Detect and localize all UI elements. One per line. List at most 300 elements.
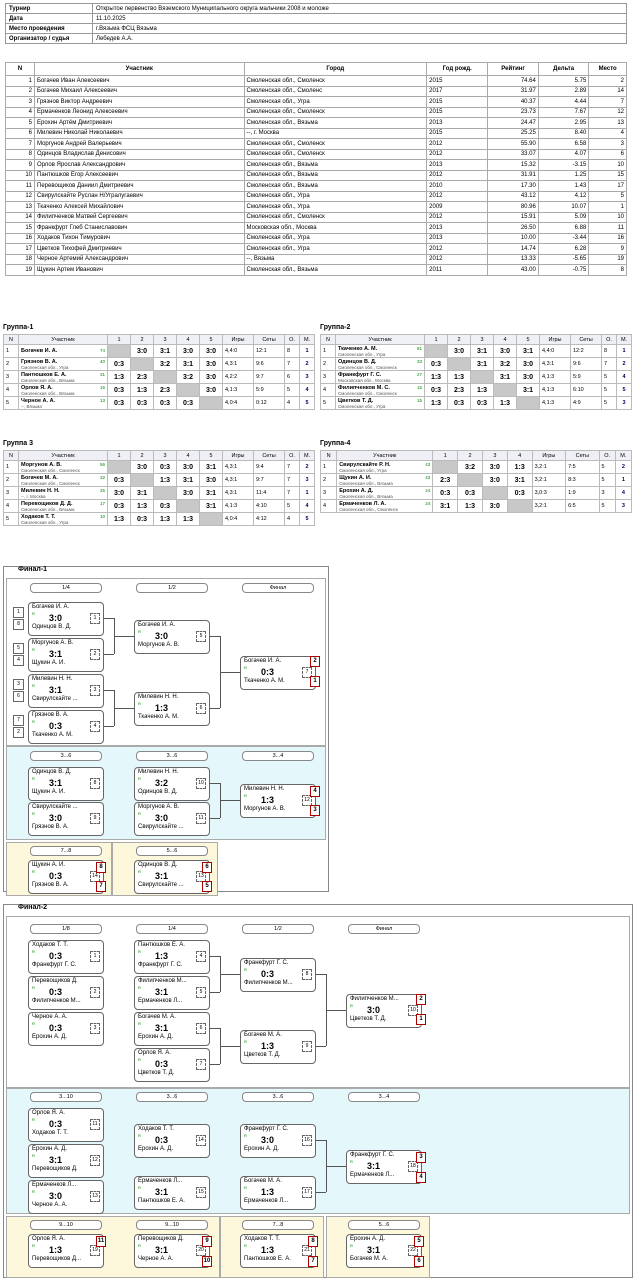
self-cell <box>131 358 154 371</box>
player-cell: Черное Артемий Александрович <box>35 254 245 265</box>
group-player <box>337 500 433 513</box>
match-player-2: Ходаков Т. Т. <box>32 1130 68 1136</box>
group-table <box>320 334 632 410</box>
column-header: Год рожд. <box>427 63 488 76</box>
group-points: 6 <box>285 371 300 384</box>
group-points: 8 <box>285 345 300 358</box>
match-number: 14 <box>90 871 100 882</box>
group-player <box>337 487 433 500</box>
result-cell: 3:0 <box>482 500 507 513</box>
match-rating-1: R <box>32 811 35 816</box>
place-box: 3 <box>416 1152 426 1163</box>
group-player-rating: 15 <box>416 384 422 390</box>
match-rating-1: R <box>244 793 247 798</box>
match-score: 3:0 <box>155 631 169 641</box>
group-player <box>337 461 433 474</box>
match-number: 12 <box>90 1155 100 1166</box>
player-cell: Цветков Тихофей Дмитриевич <box>35 244 245 255</box>
result-cell: 0:3 <box>507 487 532 500</box>
player-cell: Перевощиков Даниил Дмитриевич <box>35 181 245 192</box>
player-cell: Смоленская обл., Смоленск <box>244 107 427 118</box>
match-number: 7 <box>302 667 312 678</box>
result-cell: 3:1 <box>200 461 223 474</box>
group-sets: 9:6 <box>254 358 285 371</box>
match-score: 3:1 <box>155 1187 169 1197</box>
group-player-city: Смоленская обл., Угра <box>338 403 386 409</box>
match-score: 1:3 <box>155 951 169 961</box>
match-rating-1: R <box>244 1185 247 1190</box>
match-box <box>346 994 422 1028</box>
bracket-line <box>210 1028 220 1029</box>
player-cell: 2012 <box>427 254 488 265</box>
player-cell: 15 <box>6 223 35 234</box>
player-cell: 2 <box>589 76 627 87</box>
player-cell: Смоленская обл., Вязьма <box>244 265 427 276</box>
group-place: 3 <box>617 397 632 410</box>
group-place: 1 <box>300 345 315 358</box>
match-number: 3 <box>90 1023 100 1034</box>
group-player-city: Смоленская обл., Смоленск <box>21 480 80 486</box>
group-place: 4 <box>300 500 315 513</box>
final-title: Финал-2 <box>18 904 48 911</box>
self-cell <box>108 461 131 474</box>
result-cell: 1:3 <box>131 384 154 397</box>
match-number: 11 <box>196 813 206 824</box>
player-cell: 2.95 <box>538 118 588 129</box>
seed-number: 4 <box>13 655 24 666</box>
info-value: г.Вязьма ФСЦ Вязьма <box>93 24 627 34</box>
result-cell: 3:0 <box>517 358 540 371</box>
group-col-header: Участник <box>19 335 108 345</box>
round-label: 9...10 <box>136 1220 208 1230</box>
group-player-name: Милевин Н. Н. <box>21 487 60 494</box>
round-label: Финал <box>348 924 420 934</box>
bracket-line <box>210 636 220 637</box>
group-player-rating: 13 <box>99 397 105 403</box>
round-label: 1/8 <box>30 924 102 934</box>
group-row <box>321 474 632 487</box>
match-player-1: Милевин Н. Н. <box>138 694 179 700</box>
group-place: 3 <box>615 500 631 513</box>
group-col-header: О. <box>602 335 617 345</box>
group-col-header: 1 <box>433 451 458 461</box>
match-box <box>28 1180 104 1214</box>
group-player-name: Черное А. А. <box>21 397 56 404</box>
group-player-city: Смоленская обл., Смоленск <box>338 390 397 396</box>
group-sets: 4:9 <box>571 397 602 410</box>
player-cell: 9 <box>6 160 35 171</box>
bracket-line <box>220 974 240 975</box>
player-cell: 2012 <box>427 149 488 160</box>
player-cell: Богачев Иван Алексеевич <box>35 76 245 87</box>
match-box <box>28 802 104 836</box>
player-cell: 8.40 <box>538 128 588 139</box>
group-num: 2 <box>4 358 19 371</box>
group-title: Группа-2 <box>320 324 351 331</box>
match-box <box>134 1048 210 1082</box>
group-row <box>4 345 315 358</box>
group-sets: 1:9 <box>566 487 599 500</box>
player-cell: --, Вязьма <box>244 254 427 265</box>
self-cell <box>177 500 200 513</box>
match-score: 0:3 <box>49 1119 63 1129</box>
player-cell: 10 <box>589 160 627 171</box>
match-number: 18 <box>408 1161 418 1172</box>
group-col-header: 1 <box>108 451 131 461</box>
match-player-2: Щукин А. И. <box>32 660 66 666</box>
group-player-name: Ерохин А. Д. <box>339 487 374 494</box>
result-cell: 2:3 <box>131 371 154 384</box>
group-games: 4,3:1 <box>223 358 254 371</box>
group-num: 1 <box>321 345 336 358</box>
match-player-2: Франкфурт Г. С. <box>32 962 77 968</box>
group-row <box>4 397 315 410</box>
player-cell: 15 <box>589 170 627 181</box>
player-cell: Смоленская обл., Угра <box>244 202 427 213</box>
group-player <box>336 358 425 371</box>
result-cell: 1:3 <box>154 474 177 487</box>
match-box <box>134 1234 210 1268</box>
group-row <box>4 500 315 513</box>
match-player-1: Свирулскайте ... <box>32 804 78 810</box>
seed-number: 7 <box>13 715 24 726</box>
player-cell: Ермаченков Леонид Алексеевич <box>35 107 245 118</box>
round-label: 3...6 <box>242 1092 314 1102</box>
round-label: 9...10 <box>30 1220 102 1230</box>
match-player-2: Ерохин А. Д. <box>138 1146 174 1152</box>
match-player-2: Одинцов В. Д. <box>32 624 72 630</box>
match-player-2: Одинцов В. Д. <box>138 789 178 795</box>
info-key: Дата <box>6 14 93 24</box>
player-cell: 7 <box>589 97 627 108</box>
player-cell: 31.91 <box>488 170 538 181</box>
round-label: 5...6 <box>136 846 208 856</box>
group-sets: 5:9 <box>571 371 602 384</box>
group-num: 2 <box>321 358 336 371</box>
match-score: 3:0 <box>367 1005 381 1015</box>
match-box <box>28 1234 104 1268</box>
group-player-rating: 25 <box>99 487 105 493</box>
match-player-1: Ходаков Т. Т. <box>32 942 68 948</box>
player-cell: 6 <box>589 149 627 160</box>
match-rating-1: R <box>138 629 141 634</box>
group-games: 4,1:3 <box>223 384 254 397</box>
match-rating-1: R <box>32 985 35 990</box>
player-cell: -5.65 <box>538 254 588 265</box>
match-box <box>240 1176 316 1210</box>
group-place: 5 <box>300 513 315 526</box>
self-cell <box>517 397 540 410</box>
match-player-1: Перевощиков Д. <box>138 1236 184 1242</box>
group-player-city: Смоленская обл., Вязьма <box>21 506 75 512</box>
group-games: 4,3:1 <box>223 487 254 500</box>
match-player-2: Ткаченко А. М. <box>138 714 179 720</box>
match-number: 1 <box>90 613 100 624</box>
player-cell: 2009 <box>427 202 488 213</box>
player-row <box>6 212 627 223</box>
self-cell <box>482 487 507 500</box>
result-cell: 3:0 <box>177 345 200 358</box>
bracket-line <box>220 672 240 673</box>
self-cell <box>507 500 532 513</box>
player-row <box>6 265 627 276</box>
group-player-city: Смоленская обл., Смоленск <box>339 506 398 512</box>
group-place: 2 <box>300 358 315 371</box>
match-box <box>346 1234 422 1268</box>
round-label: Финал <box>242 583 314 593</box>
self-cell <box>131 474 154 487</box>
place-box: 2 <box>416 994 426 1005</box>
group-player-name: Цветков Т. Д. <box>338 397 374 404</box>
result-cell: 3:0 <box>177 461 200 474</box>
bracket-line <box>316 974 326 975</box>
info-value: 11.10.2025 <box>93 14 627 24</box>
group-sets: 6:5 <box>566 500 599 513</box>
player-row <box>6 86 627 97</box>
match-box <box>134 940 210 974</box>
group-sets: 9:7 <box>254 371 285 384</box>
result-cell: 1:3 <box>471 384 494 397</box>
group-num: 2 <box>321 474 337 487</box>
match-number: 16 <box>302 1135 312 1146</box>
self-cell <box>154 371 177 384</box>
match-rating-1: R <box>244 1133 247 1138</box>
group-sets: 6:10 <box>571 384 602 397</box>
result-cell: 0:3 <box>108 384 131 397</box>
group-player <box>19 513 108 526</box>
match-number: 3 <box>90 685 100 696</box>
player-cell: Ткаченко Алексей Михайлович <box>35 202 245 213</box>
group-player-name: Ходаков Т. Т. <box>21 513 56 520</box>
match-box <box>134 802 210 836</box>
group-place: 4 <box>615 487 631 500</box>
group-sets: 7:5 <box>566 461 599 474</box>
player-cell: 9 <box>589 244 627 255</box>
info-row <box>6 4 627 14</box>
result-cell: 3:0 <box>200 358 223 371</box>
match-player-1: Ермаченков Л... <box>32 1182 77 1188</box>
result-cell: 2:3 <box>448 384 471 397</box>
match-number: 8 <box>302 969 312 980</box>
player-cell: 6.58 <box>538 139 588 150</box>
player-cell: 1 <box>6 76 35 87</box>
player-cell: Орлов Ярослав Александрович <box>35 160 245 171</box>
group-place: 4 <box>617 371 632 384</box>
result-cell: 3:0 <box>131 461 154 474</box>
group-row <box>4 513 315 526</box>
player-cell: 10 <box>6 170 35 181</box>
player-row <box>6 76 627 87</box>
round-label: 3...4 <box>348 1092 420 1102</box>
result-cell: 3:0 <box>131 345 154 358</box>
player-cell: 55.90 <box>488 139 538 150</box>
player-cell: 2015 <box>427 128 488 139</box>
group-games: 4,3:1 <box>223 461 254 474</box>
match-box <box>134 767 210 801</box>
match-rating-1: R <box>350 1003 353 1008</box>
group-row <box>4 461 315 474</box>
seed-number: 5 <box>13 643 24 654</box>
bracket-line <box>104 690 114 691</box>
group-player-rating: 15 <box>416 397 422 403</box>
group-col-header: М. <box>300 335 315 345</box>
match-number: 1 <box>90 951 100 962</box>
match-player-2: Ерохин А. Д. <box>138 1034 174 1040</box>
player-cell: Грязнов Виктор Андреевич <box>35 97 245 108</box>
group-points: 5 <box>602 397 617 410</box>
match-number: 8 <box>90 778 100 789</box>
group-player <box>19 384 108 397</box>
info-row <box>6 14 627 24</box>
match-box <box>134 1124 210 1158</box>
match-rating-1: R <box>32 776 35 781</box>
group-col-header: 2 <box>458 451 483 461</box>
group-player-rating: 10 <box>99 513 105 519</box>
result-cell: 0:3 <box>108 358 131 371</box>
group-title: Группа-1 <box>3 324 34 331</box>
match-box <box>28 1108 104 1142</box>
column-header: Место <box>589 63 627 76</box>
result-cell: 0:3 <box>154 397 177 410</box>
match-score: 3:1 <box>155 1245 169 1255</box>
group-col-header: 3 <box>154 335 177 345</box>
column-header: Участник <box>35 63 245 76</box>
group-player <box>19 487 108 500</box>
group-player-rating: 40 <box>99 358 105 364</box>
result-cell: 0:3 <box>433 487 458 500</box>
player-cell: 14 <box>6 212 35 223</box>
group-player-name: Ткаченко А. М. <box>338 345 378 352</box>
player-cell: Смоленская обл., Угра <box>244 244 427 255</box>
player-cell: 6 <box>6 128 35 139</box>
match-player-1: Орлов Я. А. <box>32 1236 65 1242</box>
group-games: 4,1:3 <box>540 371 571 384</box>
match-rating-1: R <box>32 683 35 688</box>
player-cell: Богачев Михаил Алексеевич <box>35 86 245 97</box>
player-cell: Смоленская обл., Смоленск <box>244 212 427 223</box>
column-header: Дельта <box>538 63 588 76</box>
match-score: 3:1 <box>49 649 63 659</box>
match-number: 5 <box>196 631 206 642</box>
group-place: 5 <box>617 384 632 397</box>
player-cell: -3.44 <box>538 233 588 244</box>
player-cell: 40.37 <box>488 97 538 108</box>
player-cell: 43.00 <box>488 265 538 276</box>
match-player-2: Черное А. А. <box>32 1202 68 1208</box>
group-player-city: Смоленская обл., Смоленск <box>338 364 397 370</box>
group-col-header: 3 <box>471 335 494 345</box>
group-player <box>19 358 108 371</box>
place-box: 4 <box>416 1172 426 1183</box>
group-num: 4 <box>321 500 337 513</box>
player-cell: 33.07 <box>488 149 538 160</box>
match-score: 0:3 <box>155 1135 169 1145</box>
group-header-row <box>4 335 315 345</box>
player-cell: -3.15 <box>538 160 588 171</box>
match-player-1: Моргунов А. В. <box>32 640 74 646</box>
group-player-rating: 43 <box>425 474 431 480</box>
match-box <box>28 638 104 672</box>
match-player-1: Ермаченков Л... <box>138 1178 183 1184</box>
group-player-city: Смоленская обл., Смоленск <box>21 467 80 473</box>
player-cell: Филипченков Матвей Сергеевич <box>35 212 245 223</box>
group-player-rating: 17 <box>99 500 105 506</box>
group-row <box>321 345 632 358</box>
group-col-header: Сеты <box>566 451 599 461</box>
match-box <box>28 767 104 801</box>
match-player-2: Моргунов А. В. <box>244 806 286 812</box>
player-row <box>6 254 627 265</box>
group-points: 5 <box>599 500 615 513</box>
bracket-line <box>104 726 114 727</box>
player-row <box>6 170 627 181</box>
group-sets: 12:1 <box>254 345 285 358</box>
self-cell <box>494 384 517 397</box>
match-player-2: Свирулскайте ... <box>138 882 184 888</box>
self-cell <box>471 371 494 384</box>
player-cell: 14.74 <box>488 244 538 255</box>
group-points: 7 <box>285 461 300 474</box>
match-rating-1: R <box>32 1117 35 1122</box>
match-rating-1: R <box>138 1243 141 1248</box>
round-label: 3...6 <box>136 1092 208 1102</box>
result-cell: 3:2 <box>458 461 483 474</box>
result-cell: 3:1 <box>517 384 540 397</box>
result-cell: 0:3 <box>425 358 448 371</box>
match-score: 3:1 <box>49 685 63 695</box>
match-rating-1: R <box>350 1159 353 1164</box>
player-cell: 2013 <box>427 118 488 129</box>
group-player-rating: 33 <box>416 358 422 364</box>
group-player-name: Перевощиков Д. Д. <box>21 500 73 507</box>
match-player-1: Одинцов В. Д. <box>138 862 178 868</box>
match-score: 1:3 <box>261 1245 275 1255</box>
round-label: 1/2 <box>242 924 314 934</box>
player-cell: Смоленская обл., Вязьма <box>244 170 427 181</box>
player-cell: 10.00 <box>488 233 538 244</box>
info-key: Организатор / судья <box>6 34 93 44</box>
group-player-rating: 24 <box>425 487 431 493</box>
match-rating-1: R <box>138 1057 141 1062</box>
match-box <box>240 958 316 992</box>
group-sets: 9:7 <box>254 474 285 487</box>
player-cell: Моргунов Андрей Валерьевич <box>35 139 245 150</box>
result-cell: 3:1 <box>200 500 223 513</box>
place-box: 7 <box>308 1256 318 1267</box>
match-player-1: Ерохин А. Д. <box>32 1146 68 1152</box>
player-cell: 12 <box>589 107 627 118</box>
group-player-city: Смоленская обл., Вязьма <box>21 377 75 383</box>
match-box <box>240 1124 316 1158</box>
match-box <box>240 1030 316 1064</box>
group-player-city: Смоленская обл., Угра <box>338 351 386 357</box>
group-player <box>337 474 433 487</box>
match-box <box>28 674 104 708</box>
result-cell: 0:3 <box>154 461 177 474</box>
bracket-line <box>326 1010 346 1011</box>
group-player-city: Московская обл., Москва <box>338 377 391 383</box>
match-player-2: Франкфурт Г. С. <box>138 962 183 968</box>
group-points: 5 <box>602 371 617 384</box>
result-cell: 1:3 <box>154 513 177 526</box>
match-score: 3:0 <box>261 1135 275 1145</box>
group-points: 8 <box>602 345 617 358</box>
player-cell: --, г. Москва <box>244 128 427 139</box>
group-sets: 11:4 <box>254 487 285 500</box>
bracket-line <box>104 618 114 619</box>
player-cell: Смоленская обл., Вязьма <box>244 118 427 129</box>
group-player-rating: 31 <box>99 371 105 377</box>
